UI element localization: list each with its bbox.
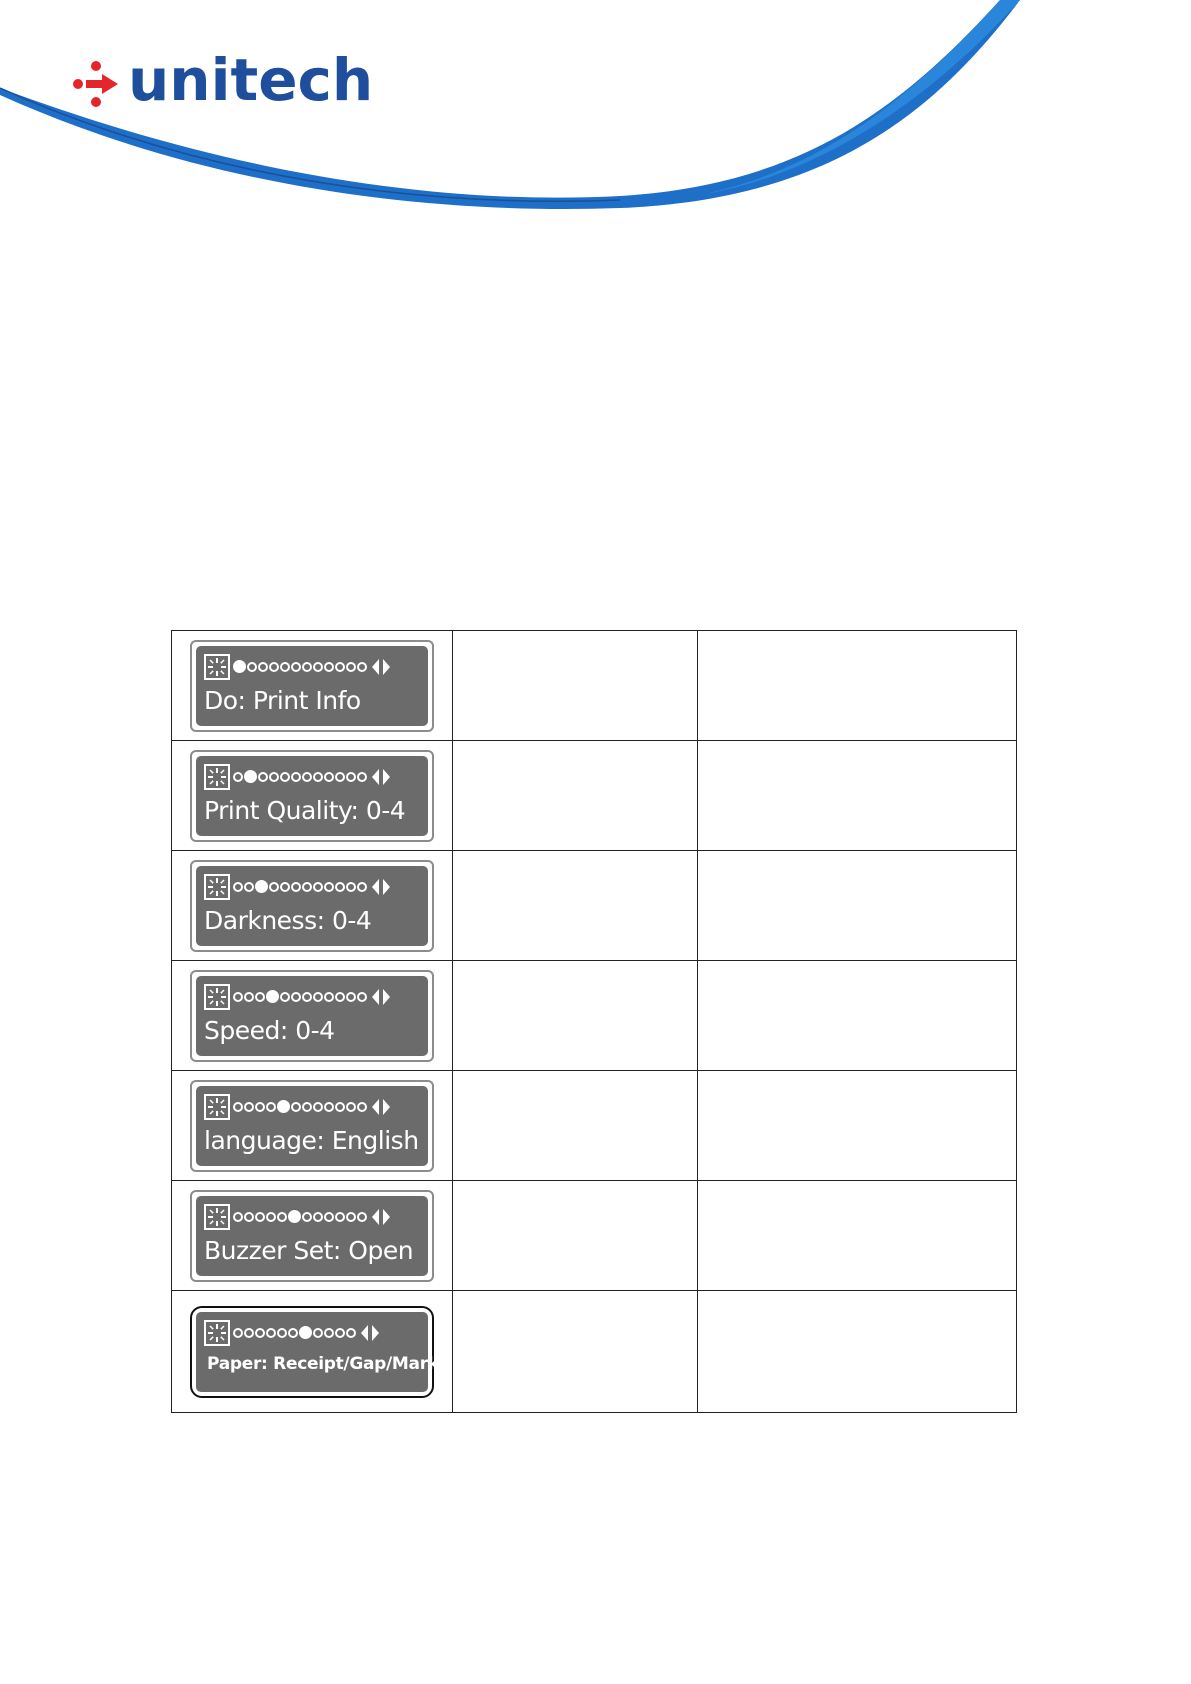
lcd-display xyxy=(190,1080,434,1172)
menu-dot xyxy=(291,1102,301,1112)
menu-dot xyxy=(357,662,367,672)
menu-dot xyxy=(280,882,290,892)
lcd-status-line xyxy=(204,1201,422,1233)
lcd-cell xyxy=(172,1181,453,1291)
menu-dot xyxy=(244,882,254,892)
table-cell-empty xyxy=(698,1181,1017,1291)
menu-position-dots xyxy=(233,990,368,1003)
menu-dot xyxy=(335,1102,345,1112)
menu-dot xyxy=(255,1212,265,1222)
lcd-cell xyxy=(172,631,453,741)
unitech-logo-mark-icon xyxy=(72,58,124,110)
table-row xyxy=(172,1291,1017,1413)
menu-dot xyxy=(291,662,301,672)
menu-dot xyxy=(357,1212,367,1222)
menu-dot xyxy=(335,1212,345,1222)
table-cell-empty xyxy=(453,961,698,1071)
left-right-arrows-icon xyxy=(371,1098,391,1116)
menu-dot xyxy=(233,1212,243,1222)
menu-dot xyxy=(280,772,290,782)
menu-dot xyxy=(302,662,312,672)
menu-dot xyxy=(346,1212,356,1222)
config-icon xyxy=(204,1094,230,1120)
table-cell-empty xyxy=(698,741,1017,851)
menu-dot xyxy=(244,992,254,1002)
config-icon xyxy=(204,1320,230,1346)
menu-dot xyxy=(313,772,323,782)
menu-dot-active xyxy=(277,1100,290,1113)
lcd-screen xyxy=(196,1086,428,1166)
lcd-label: language: English xyxy=(204,1125,419,1155)
menu-dot xyxy=(346,1102,356,1112)
menu-dot xyxy=(247,662,257,672)
menu-dot xyxy=(357,772,367,782)
menu-dot xyxy=(277,1328,287,1338)
menu-dot xyxy=(233,992,243,1002)
menu-settings-table xyxy=(171,630,1017,1413)
menu-dot xyxy=(291,992,301,1002)
lcd-label: Print Quality: 0-4 xyxy=(204,795,406,825)
menu-dot xyxy=(324,882,334,892)
menu-dot xyxy=(313,992,323,1002)
config-icon xyxy=(204,764,230,790)
menu-dot xyxy=(269,662,279,672)
menu-dot xyxy=(324,1102,334,1112)
table-cell-empty xyxy=(453,741,698,851)
menu-dot xyxy=(302,1212,312,1222)
lcd-status-line xyxy=(204,981,422,1013)
menu-dot-active xyxy=(299,1326,312,1339)
menu-dot xyxy=(346,662,356,672)
menu-dot xyxy=(313,662,323,672)
menu-dot xyxy=(280,992,290,1002)
config-icon xyxy=(204,984,230,1010)
menu-dot-active xyxy=(288,1210,301,1223)
menu-dot xyxy=(335,882,345,892)
menu-dot xyxy=(291,772,301,782)
menu-dot xyxy=(346,992,356,1002)
left-right-arrows-icon xyxy=(360,1324,380,1342)
menu-position-dots xyxy=(233,660,368,673)
menu-position-dots xyxy=(233,1100,368,1113)
menu-dot xyxy=(255,1328,265,1338)
left-right-arrows-icon xyxy=(371,988,391,1006)
menu-dot xyxy=(244,1102,254,1112)
lcd-screen xyxy=(196,976,428,1056)
lcd-screen xyxy=(196,1196,428,1276)
menu-dot xyxy=(233,882,243,892)
table-cell-empty xyxy=(698,851,1017,961)
lcd-status-line xyxy=(204,1091,422,1123)
lcd-label: Darkness: 0-4 xyxy=(204,905,372,935)
menu-dot xyxy=(324,1212,334,1222)
menu-dot xyxy=(266,1212,276,1222)
menu-dot xyxy=(346,882,356,892)
table-row xyxy=(172,961,1017,1071)
menu-dot xyxy=(302,1102,312,1112)
menu-dot xyxy=(258,772,268,782)
lcd-status-line xyxy=(204,1317,422,1349)
menu-dot xyxy=(324,1328,334,1338)
menu-dot xyxy=(269,882,279,892)
menu-dot xyxy=(255,1102,265,1112)
menu-position-dots xyxy=(233,880,368,893)
menu-dot xyxy=(302,992,312,1002)
menu-dot-active xyxy=(255,880,268,893)
table-cell-empty xyxy=(453,1291,698,1413)
left-right-arrows-icon xyxy=(371,878,391,896)
lcd-screen xyxy=(196,646,428,726)
left-right-arrows-icon xyxy=(371,1208,391,1226)
menu-dot xyxy=(266,1102,276,1112)
menu-position-dots xyxy=(233,770,368,783)
table-cell-empty xyxy=(698,631,1017,741)
left-right-arrows-icon xyxy=(371,768,391,786)
lcd-status-line xyxy=(204,651,422,683)
menu-dot xyxy=(313,1212,323,1222)
lcd-label: Do: Print Info xyxy=(204,685,361,715)
menu-dot xyxy=(357,882,367,892)
lcd-status-line xyxy=(204,871,422,903)
menu-dot xyxy=(266,1328,276,1338)
table-row xyxy=(172,741,1017,851)
menu-dot xyxy=(346,772,356,782)
header-swoosh xyxy=(0,0,1191,230)
logo-text: unitech xyxy=(128,46,374,114)
lcd-display xyxy=(190,1306,439,1398)
lcd-label: Buzzer Set: Open xyxy=(204,1235,414,1265)
lcd-screen xyxy=(196,756,428,836)
table-row xyxy=(172,1071,1017,1181)
menu-dot xyxy=(357,992,367,1002)
menu-dot xyxy=(258,662,268,672)
lcd-status-line xyxy=(204,761,422,793)
config-icon xyxy=(204,874,230,900)
table-cell-empty xyxy=(698,961,1017,1071)
menu-dot xyxy=(233,1328,243,1338)
lcd-label: Paper: Receipt/Gap/Mark xyxy=(207,1353,439,1374)
table-row xyxy=(172,851,1017,961)
lcd-cell xyxy=(172,851,453,961)
table-row xyxy=(172,1181,1017,1291)
menu-dot xyxy=(313,882,323,892)
lcd-display xyxy=(190,750,434,842)
lcd-cell xyxy=(172,741,453,851)
menu-dot xyxy=(288,1328,298,1338)
table-cell-empty xyxy=(698,1291,1017,1413)
lcd-cell xyxy=(172,961,453,1071)
menu-dot xyxy=(324,772,334,782)
menu-dot xyxy=(324,992,334,1002)
table-cell-empty xyxy=(453,1071,698,1181)
menu-dot-active xyxy=(244,770,257,783)
menu-position-dots xyxy=(233,1326,357,1339)
lcd-display xyxy=(190,640,434,732)
lcd-display xyxy=(190,1190,434,1282)
menu-dot xyxy=(302,772,312,782)
menu-dot xyxy=(335,772,345,782)
menu-dot xyxy=(324,662,334,672)
menu-dot-active xyxy=(266,990,279,1003)
left-right-arrows-icon xyxy=(371,658,391,676)
lcd-display xyxy=(190,970,434,1062)
menu-dot xyxy=(313,1328,323,1338)
table-cell-empty xyxy=(453,851,698,961)
menu-dot xyxy=(346,1328,356,1338)
menu-dot-active xyxy=(233,660,246,673)
menu-dot xyxy=(335,662,345,672)
table-cell-empty xyxy=(453,631,698,741)
lcd-label: Speed: 0-4 xyxy=(204,1015,335,1045)
config-icon xyxy=(204,1204,230,1230)
menu-dot xyxy=(357,1102,367,1112)
menu-dot xyxy=(280,662,290,672)
menu-dot xyxy=(313,1102,323,1112)
lcd-cell xyxy=(172,1071,453,1181)
table-row xyxy=(172,631,1017,741)
menu-dot xyxy=(302,882,312,892)
menu-dot xyxy=(335,1328,345,1338)
menu-dot xyxy=(277,1212,287,1222)
lcd-cell xyxy=(172,1291,453,1413)
menu-dot xyxy=(244,1212,254,1222)
lcd-screen xyxy=(196,866,428,946)
table-cell-empty xyxy=(698,1071,1017,1181)
menu-dot xyxy=(335,992,345,1002)
lcd-screen xyxy=(196,1312,439,1392)
menu-dot xyxy=(269,772,279,782)
menu-dot xyxy=(291,882,301,892)
menu-dot xyxy=(233,772,243,782)
config-icon xyxy=(204,654,230,680)
menu-position-dots xyxy=(233,1210,368,1223)
lcd-display xyxy=(190,860,434,952)
table-cell-empty xyxy=(453,1181,698,1291)
menu-dot xyxy=(244,1328,254,1338)
menu-dot xyxy=(233,1102,243,1112)
menu-dot xyxy=(255,992,265,1002)
